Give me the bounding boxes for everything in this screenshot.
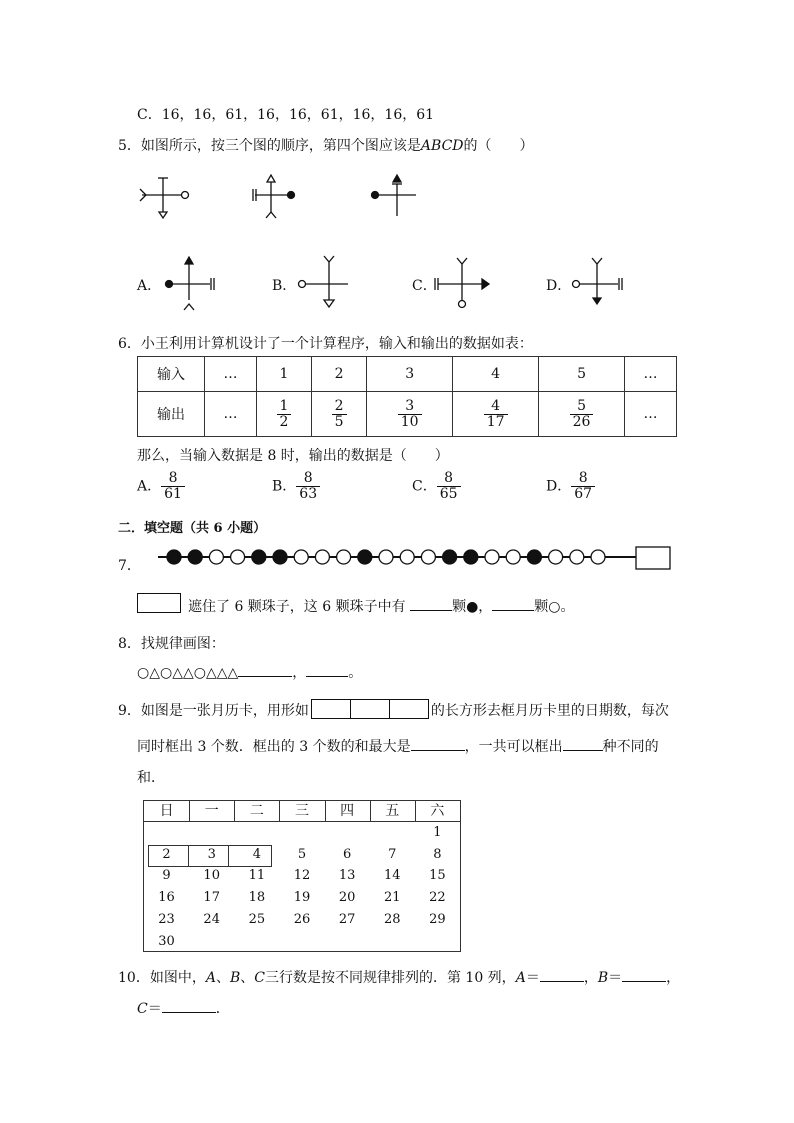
calendar-date: 21 (384, 890, 401, 906)
numerator: 3 (398, 399, 422, 415)
q5-sequence-figures (132, 172, 432, 224)
q5-option-b-figure (299, 256, 349, 307)
calendar-date: 27 (338, 911, 356, 927)
denominator: 63 (299, 486, 318, 502)
answer-blank-black-count[interactable] (410, 596, 452, 611)
q5-option-a-figure (166, 257, 215, 310)
output-cell (539, 392, 625, 437)
q10-eq: ＝ (525, 970, 540, 986)
calendar-date: 3 (207, 846, 216, 862)
calendar-date: 22 (429, 890, 446, 906)
q9-line1-b: 的长方形去框月历卡里的日期数，每次 (430, 703, 669, 719)
q5-option-a-label[interactable]: A． (137, 278, 162, 294)
fraction (161, 471, 185, 502)
numerator: 8 (296, 471, 320, 487)
calendar-date: 11 (248, 868, 266, 884)
bead-string (158, 545, 674, 581)
q6-question: 那么，当输入数据是 8 时，输出的数据是（ ） (137, 448, 449, 464)
denominator: 61 (164, 486, 182, 502)
white-bead (400, 550, 414, 564)
q9-line3: 和． (137, 770, 165, 786)
q5-option-b-label[interactable]: B． (272, 278, 297, 294)
fraction (332, 399, 347, 430)
white-bead (421, 550, 435, 564)
output-cell (312, 392, 367, 437)
fraction (437, 471, 461, 502)
cover-box-icon (137, 593, 181, 613)
q10-b-eq: B (597, 970, 609, 986)
white-bead (506, 550, 520, 564)
calendar-date: 20 (338, 890, 356, 906)
calendar-date: 28 (384, 911, 401, 927)
input-cell: 1 (256, 357, 311, 392)
q10-sep1: 、 (215, 970, 230, 986)
q5-option-c-label[interactable]: C． (412, 278, 437, 294)
black-bead (358, 550, 372, 564)
calendar-date: 5 (297, 846, 307, 862)
q7-text (188, 596, 575, 616)
q8-end: 。 (348, 665, 363, 681)
calendar-header (144, 801, 460, 821)
answer-blank-count[interactable] (563, 736, 603, 751)
fraction (398, 399, 422, 430)
denominator: 26 (572, 413, 591, 430)
three-cell-frame-icon (311, 699, 429, 723)
numerator: 2 (332, 399, 347, 415)
calendar-weekday-header: 日 (144, 801, 190, 822)
calendar-date: 24 (203, 911, 220, 927)
q10-mid: 三行数是按不同规律排列的．第 10 列， (264, 970, 516, 986)
black-bead (252, 550, 266, 564)
calendar-date: 12 (293, 868, 311, 884)
calendar-date: 14 (384, 868, 401, 884)
calendar-date: 6 (343, 846, 352, 862)
q4-option-c: C．16，16，61，16，16，61，16，16，61 (137, 107, 435, 123)
answer-blank-c[interactable] (162, 998, 216, 1013)
calendar-date: 15 (429, 868, 446, 884)
option-label: B． (272, 478, 297, 495)
fraction (571, 471, 595, 502)
output-cell (256, 392, 311, 437)
black-bead (464, 550, 478, 564)
calendar-selection-divider (228, 845, 229, 867)
q7-text-c: 颗○。 (534, 599, 575, 615)
calendar-date: 2 (162, 846, 171, 862)
calendar-date: 30 (158, 933, 175, 949)
q10-line1 (118, 967, 680, 987)
q5-prefix: 5．如图所示，按三个图的顺序，第四个图应该是 (118, 138, 421, 154)
cover-box (636, 547, 670, 569)
q5-option-d-figure (573, 258, 623, 304)
calendar-date: 10 (203, 868, 220, 884)
white-bead (315, 550, 329, 564)
calendar-weekday-header: 六 (415, 801, 460, 822)
q9-line2-b: ，一共可以框出 (464, 739, 563, 755)
calendar-date: 4 (252, 846, 261, 862)
denominator: 2 (279, 413, 289, 430)
q9-line1-a: 9．如图是一张月历卡，用形如 (118, 703, 309, 719)
q9-line2-a: 同时框出 3 个数．框出的 3 个数的和最大是 (137, 739, 411, 755)
io-table-input-row (138, 357, 677, 392)
calendar-weekday-header: 三 (279, 801, 325, 822)
calendar-date: 29 (429, 911, 446, 927)
white-bead (549, 550, 563, 564)
output-ellipsis-left: … (205, 392, 257, 437)
white-bead (591, 550, 605, 564)
q6-option-a[interactable] (137, 471, 185, 502)
output-label: 输出 (138, 392, 205, 437)
section-title: 二．填空题（共 6 小题） (118, 521, 267, 536)
answer-blank-2[interactable] (306, 662, 348, 677)
black-bead (167, 550, 181, 564)
black-bead (273, 550, 287, 564)
option-label: C． (412, 478, 437, 495)
output-ellipsis-right: … (625, 392, 677, 437)
white-bead (294, 550, 308, 564)
q7-text-b: 颗●， (452, 599, 493, 615)
q9-line2-c: 种不同的 (602, 739, 659, 755)
output-cell (367, 392, 453, 437)
q8-pattern: ○△○△△○△△△ (137, 665, 239, 681)
input-label: 输入 (138, 357, 205, 392)
calendar-date: 26 (293, 911, 311, 927)
q10-sep2: 、 (240, 970, 255, 986)
input-cell: 4 (453, 357, 539, 392)
input-cell: 3 (367, 357, 453, 392)
black-bead (527, 550, 541, 564)
denominator: 65 (439, 486, 458, 502)
calendar-weekday-header: 五 (370, 801, 416, 822)
fraction (296, 471, 320, 502)
black-bead (188, 550, 202, 564)
q5-abcd: ABCD (420, 138, 464, 154)
q8-stem: 8．找规律画图： (118, 636, 225, 652)
input-cell: 5 (539, 357, 625, 392)
calendar-date: 1 (433, 825, 442, 840)
q6-stem: 6．小王利用计算机设计了一个计算程序，输入和输出的数据如表： (118, 336, 533, 352)
calendar-date: 8 (433, 846, 442, 862)
q10-line2 (137, 998, 230, 1018)
calendar-weekday-header: 四 (325, 801, 371, 822)
q7-text-a: 遮住了 6 颗珠子，这 6 颗珠子中有 (188, 599, 406, 615)
fraction (277, 399, 292, 430)
month-calendar (143, 800, 461, 952)
q8-comma: ， (292, 665, 307, 681)
input-ellipsis-right: … (625, 357, 677, 392)
answer-blank-a[interactable] (540, 967, 584, 982)
q10-comma: ， (583, 970, 598, 986)
q10-eq: ＝ (608, 970, 623, 986)
q5-suffix: 的（ ） (463, 138, 534, 154)
calendar-date: 13 (338, 868, 356, 884)
io-table (137, 356, 677, 437)
q5-option-d-label[interactable]: D． (546, 278, 572, 294)
q10-c-eq: C (137, 1001, 148, 1017)
numerator: 5 (570, 399, 594, 415)
calendar-date: 25 (248, 911, 266, 927)
q5-stem (118, 135, 534, 155)
white-bead (209, 550, 223, 564)
calendar-date: 17 (203, 890, 220, 906)
q10-b: B (229, 970, 241, 986)
calendar-weekday-header: 二 (234, 801, 280, 822)
q6-option-d[interactable] (546, 471, 595, 502)
fraction (570, 399, 594, 430)
answer-blank-white-count[interactable] (492, 596, 534, 611)
option-label: D． (546, 478, 572, 495)
numerator: 1 (277, 399, 292, 415)
q5-option-figures (158, 252, 628, 314)
denominator: 5 (334, 413, 344, 430)
calendar-date: 7 (388, 846, 397, 862)
answer-blank-max-sum[interactable] (411, 736, 465, 751)
input-cell: 2 (312, 357, 367, 392)
q10-a: A (205, 970, 216, 986)
calendar-date: 18 (248, 890, 266, 906)
calendar-date: 9 (162, 868, 171, 884)
q10-c: C (254, 970, 265, 986)
white-bead (379, 550, 393, 564)
q10-prefix: 10．如图中， (118, 970, 206, 986)
calendar-weekday-header: 一 (189, 801, 235, 822)
white-bead (570, 550, 584, 564)
q5-figure-1 (140, 178, 189, 218)
q5-figure-2 (253, 175, 295, 218)
white-bead (231, 550, 245, 564)
answer-blank-1[interactable] (238, 662, 292, 677)
q10-a-eq: A (515, 970, 526, 986)
q6-option-c[interactable] (412, 471, 461, 502)
io-table-output-row (138, 392, 677, 437)
calendar-date: 16 (158, 890, 175, 906)
numerator: 4 (484, 399, 508, 415)
calendar-selection-frame (148, 845, 272, 867)
q5-figure-3 (372, 175, 417, 216)
calendar-date: 19 (293, 890, 311, 906)
q5-option-c-figure (435, 258, 489, 308)
calendar-selection-divider (188, 845, 189, 867)
q10-eq: ＝ (147, 1001, 162, 1017)
option-label: A． (137, 478, 162, 495)
q9-line2 (137, 736, 659, 756)
white-bead (485, 550, 499, 564)
denominator: 67 (574, 486, 593, 502)
answer-blank-b[interactable] (622, 967, 666, 982)
input-ellipsis-left: … (205, 357, 257, 392)
q10-comma: ， (666, 970, 681, 986)
black-bead (443, 550, 457, 564)
white-bead (337, 550, 351, 564)
q10-end: ． (215, 1001, 230, 1017)
numerator: 8 (571, 471, 595, 487)
numerator: 8 (161, 471, 185, 487)
q8-pattern-line (137, 662, 362, 682)
denominator: 10 (400, 413, 419, 430)
output-cell (453, 392, 539, 437)
fraction (484, 399, 508, 430)
numerator: 8 (437, 471, 461, 487)
calendar-date: 23 (158, 911, 175, 927)
denominator: 17 (486, 413, 505, 430)
q7-number: 7． (118, 558, 141, 574)
q6-option-b[interactable] (272, 471, 320, 502)
q9-line1 (118, 699, 669, 723)
